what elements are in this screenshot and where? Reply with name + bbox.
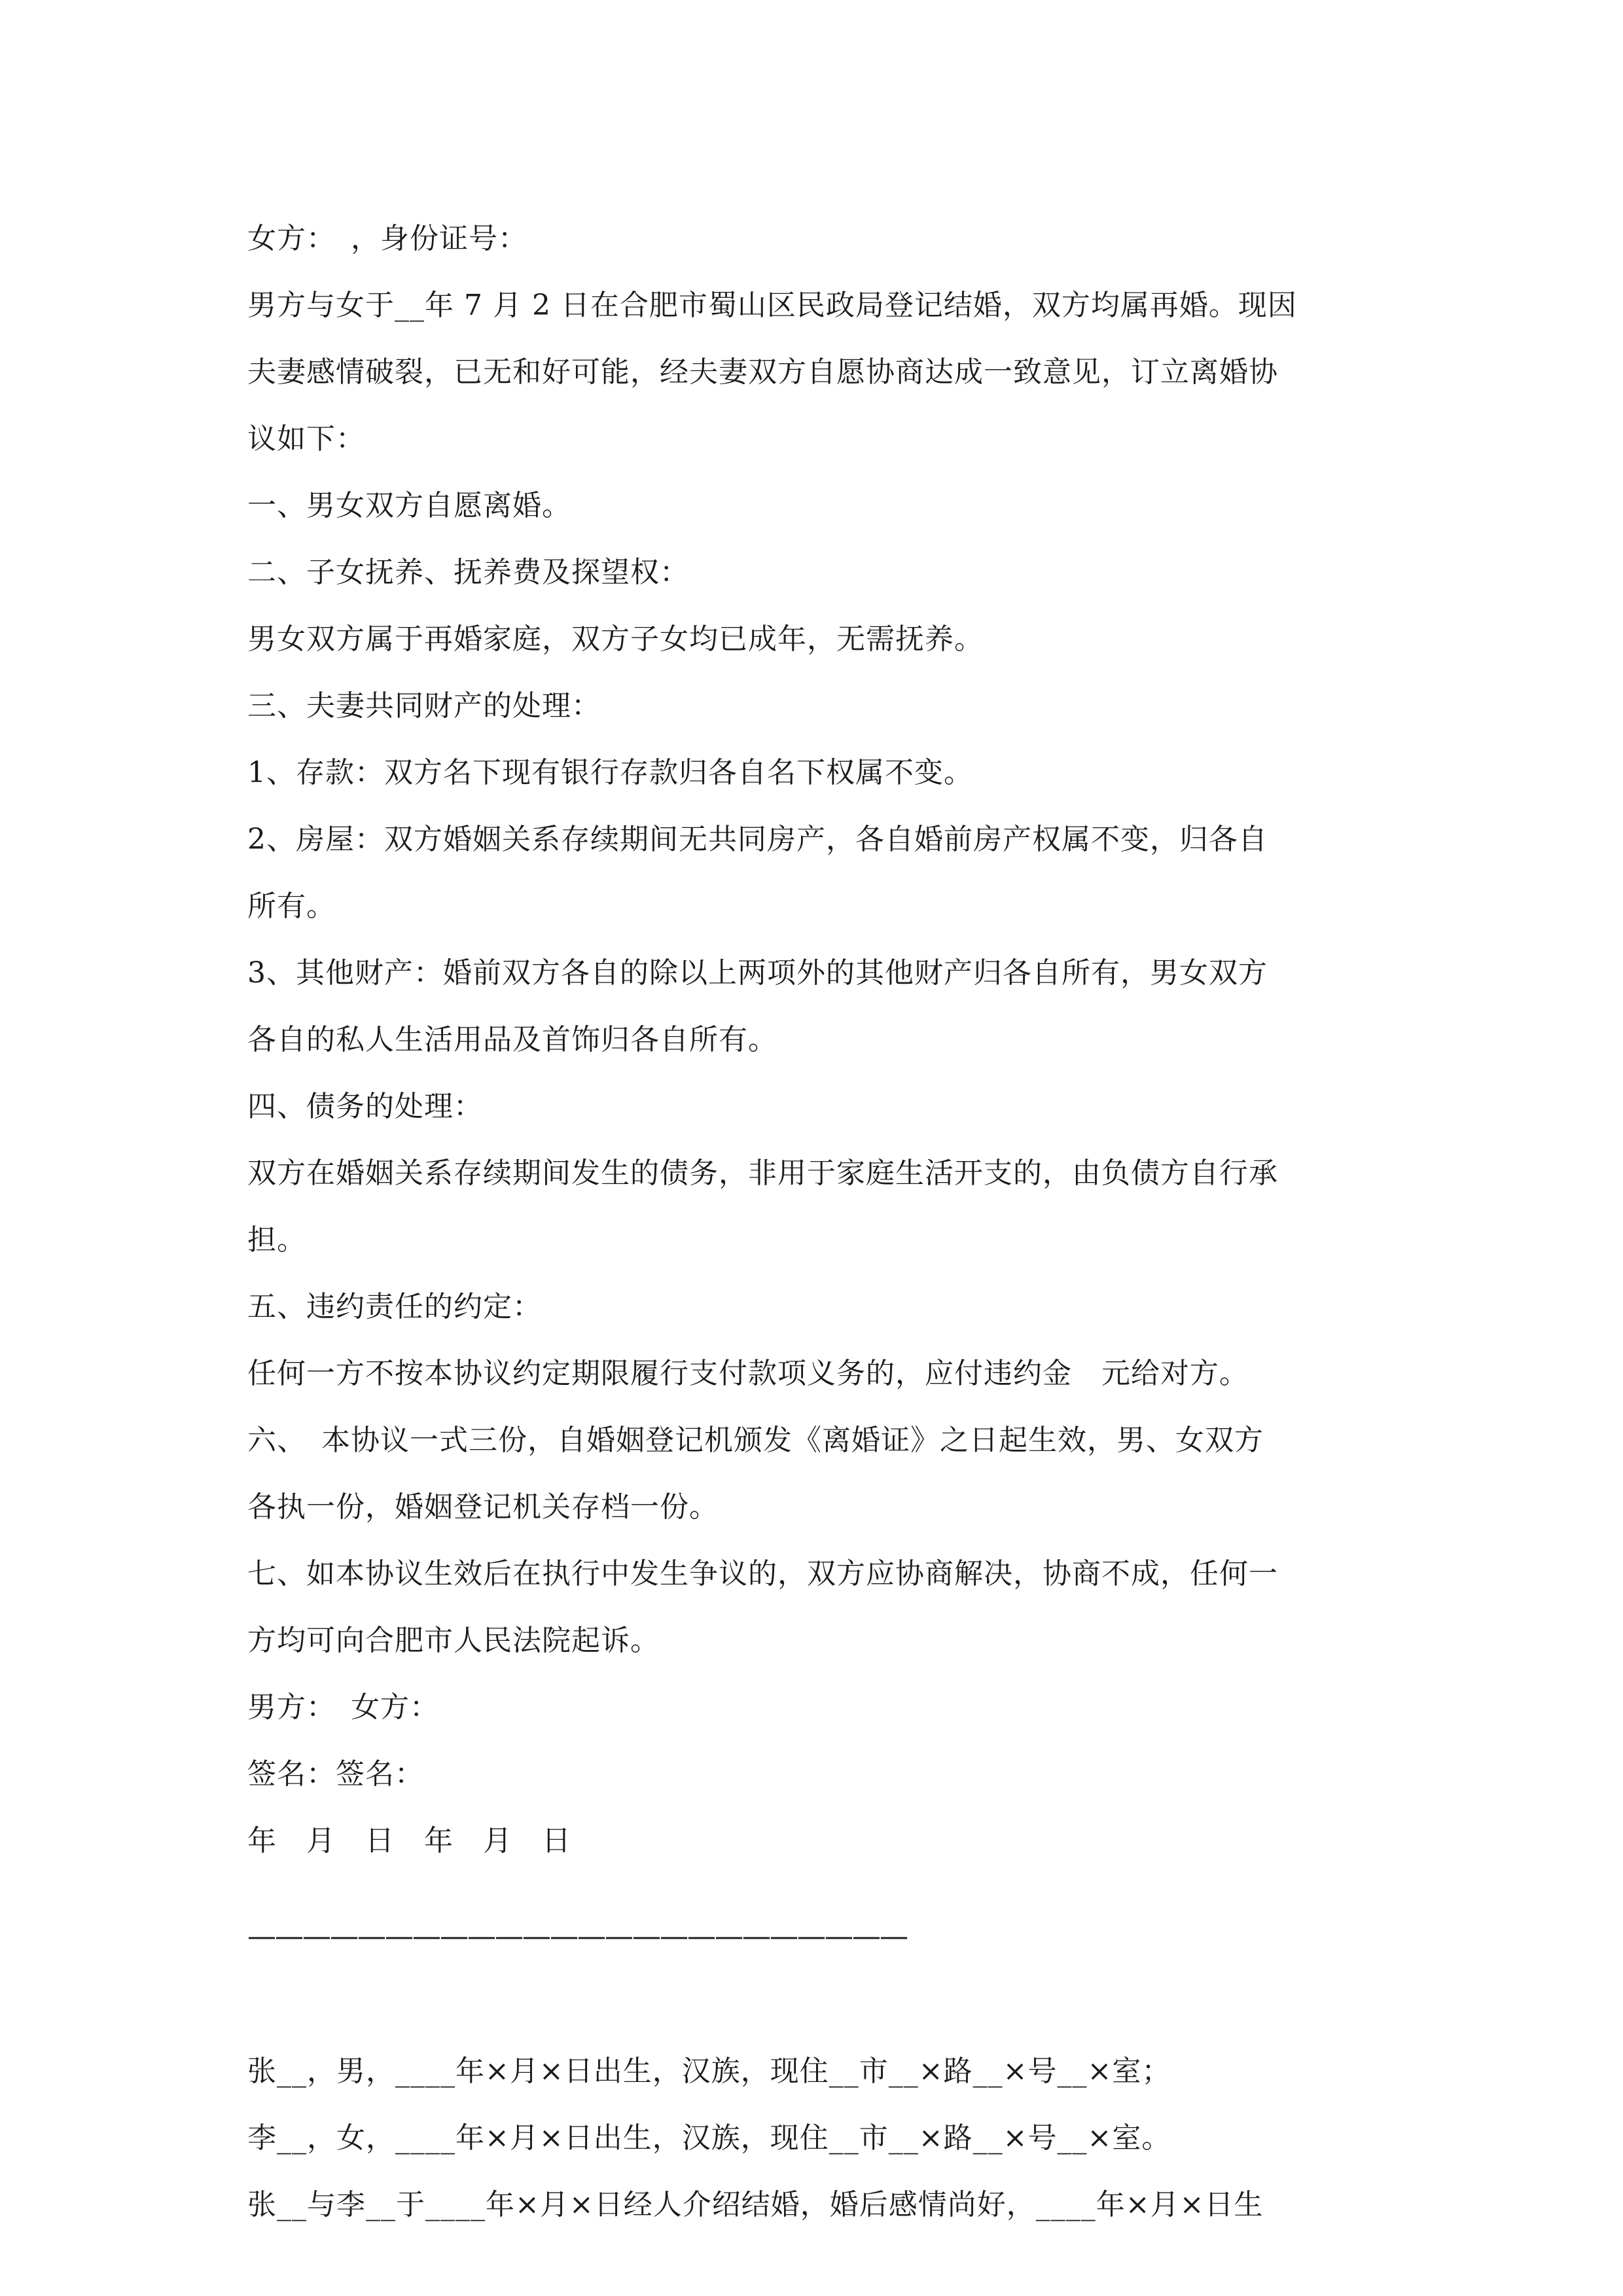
signature-label-line: 男方： 女方： (247, 1691, 439, 1724)
text-line: 1、存款：双方名下现有银行存款归各自名下权属不变。 (247, 756, 973, 789)
text-line: 三、夫妻共同财产的处理： (247, 689, 601, 723)
text-line: 一、男女双方自愿离婚。 (247, 489, 571, 522)
text-line: 四、债务的处理： (247, 1090, 483, 1123)
separator-rule: ———————————————————————— (247, 1920, 907, 1953)
text-line: 双方在婚姻关系存续期间发生的债务，非用于家庭生活开支的，由负债方自行承 (247, 1157, 1278, 1190)
text-line: 所有。 (247, 889, 336, 923)
text-line: 张__与李__于____年×月×日经人介绍结婚，婚后感情尚好，____年×月×日生 (247, 2188, 1264, 2221)
date-line: 年 月 日 年 月 日 (247, 1824, 571, 1857)
text-line: 李__，女，____年×月×日出生，汉族，现住__市__×路__×号__×室。 (247, 2121, 1171, 2155)
text-line: 3、其他财产：婚前双方各自的除以上两项外的其他财产归各自所有，男女双方 (247, 956, 1268, 990)
text-line: 七、如本协议生效后在执行中发生争议的，双方应协商解决，协商不成，任何一 (247, 1557, 1278, 1590)
text-line: 担。 (247, 1223, 306, 1257)
text-line: 任何一方不按本协议约定期限履行支付款项义务的，应付违约金 元给对方。 (247, 1357, 1249, 1390)
text-line: 方均可向合肥市人民法院起诉。 (247, 1624, 660, 1657)
text-line: 2、房屋：双方婚姻关系存续期间无共同房产，各自婚前房产权属不变，归各自 (247, 823, 1268, 856)
section-gap (247, 1999, 1386, 2038)
text-line: 夫妻感情破裂，已无和好可能，经夫妻双方自愿协商达成一致意见，订立离婚协 (247, 355, 1278, 389)
signature-line: 签名：签名： (247, 1757, 424, 1791)
text-line: 五、违约责任的约定： (247, 1290, 542, 1323)
text-line: 六、 本协议一式三份，自婚姻登记机颁发《离婚证》之日起生效，男、女双方 (247, 1424, 1264, 1457)
text-line: 男女双方属于再婚家庭，双方子女均已成年，无需抚养。 (247, 622, 984, 656)
text-line: 各执一份，婚姻登记机关存档一份。 (247, 1490, 719, 1524)
text-line: 女方： ，身份证号： (247, 222, 527, 255)
document-body (247, 206, 1386, 2238)
text-line: 二、子女抚养、抚养费及探望权： (247, 556, 689, 589)
text-line: 张__，男，____年×月×日出生，汉族，现住__市__×路__×号__×室； (247, 2054, 1171, 2088)
text-line: 男方与女于__年 7 月 2 日在合肥市蜀山区民政局登记结婚，双方均属再婚。现因 (247, 289, 1297, 322)
text-line: 各自的私人生活用品及首饰归各自所有。 (247, 1023, 777, 1056)
text-line: 议如下： (247, 422, 365, 456)
